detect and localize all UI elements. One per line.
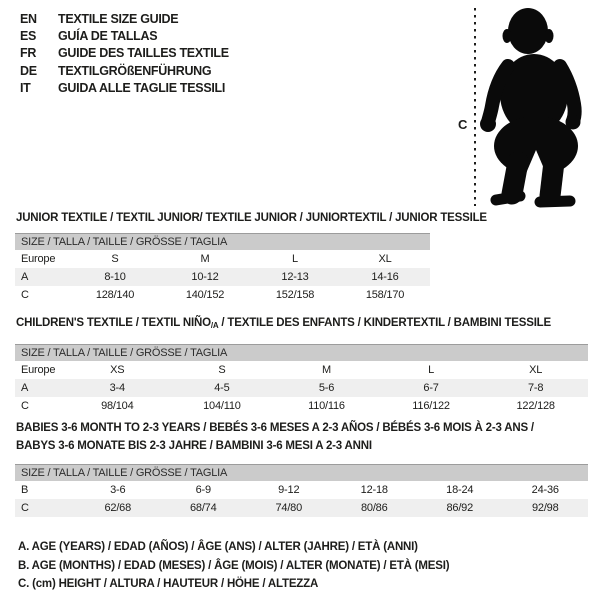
height-cell: 122/128 xyxy=(516,400,555,412)
height-cell: 104/110 xyxy=(203,400,241,412)
legend-line-a: A. AGE (YEARS) / EDAD (AÑOS) / ÂGE (ANS) / ALTER (JAHRE) / ETÀ (ANNI) xyxy=(18,541,418,553)
row-label: Europe xyxy=(21,364,56,376)
row-label: A xyxy=(21,271,29,283)
months-cell: 18-24 xyxy=(446,484,474,496)
height-cell: 92/98 xyxy=(531,502,559,514)
baby-silhouette-diagram xyxy=(448,4,598,210)
size-cell: L xyxy=(292,253,298,265)
size-cell: L xyxy=(428,364,435,376)
legend xyxy=(18,538,449,594)
age-cell: 14-16 xyxy=(371,271,399,283)
age-cell: 8-10 xyxy=(104,271,126,283)
age-cell: 3-4 xyxy=(109,382,125,394)
children-title-subscript: /A xyxy=(210,321,219,330)
legend-line-b: B. AGE (MONTHS) / EDAD (MESES) / ÂGE (MOIS) / ALTER (MONATE) / ETÀ (MESI) xyxy=(18,559,450,572)
table-row-europe xyxy=(15,361,588,379)
size-cell: XS xyxy=(110,364,125,376)
language-code: ES xyxy=(20,28,37,43)
height-cell: 128/140 xyxy=(95,289,135,301)
table-row-height xyxy=(15,499,588,517)
size-cell: M xyxy=(322,364,331,376)
language-title: TEXTILE SIZE GUIDE xyxy=(58,11,179,26)
language-code: EN xyxy=(20,11,37,26)
babies-section-title-line2: BABYS 3-6 MONATE BIS 2-3 JAHRE / BAMBINI 3-6 MESI A 2-3 ANNI xyxy=(16,440,372,452)
children-title-pre: CHILDREN'S TEXTILE / TEXTIL NIÑO xyxy=(16,317,211,329)
junior-section-title: JUNIOR TEXTILE / TEXTIL JUNIOR/ TEXTILE JUNIOR / JUNIORTEXTIL / JUNIOR TESSILE xyxy=(16,212,487,224)
language-title: GUIDE DES TAILLES TEXTILE xyxy=(58,46,229,61)
height-cell: 68/74 xyxy=(189,502,217,514)
table-row-age xyxy=(15,268,430,286)
table-row-europe xyxy=(15,250,430,268)
legend-line-c: C. (cm) HEIGHT / ALTURA / HAUTEUR / HÖHE / ALTEZZA xyxy=(18,578,319,591)
months-cell: 24-36 xyxy=(531,484,559,496)
language-list xyxy=(20,10,229,96)
language-code: IT xyxy=(20,80,31,95)
size-cell: XL xyxy=(529,364,543,376)
height-cell: 80/86 xyxy=(360,502,388,514)
height-cell: 152/158 xyxy=(275,289,315,301)
language-row-fr xyxy=(20,45,229,62)
row-label: C xyxy=(21,289,29,301)
children-size-table xyxy=(15,344,588,415)
row-label: C xyxy=(21,400,29,412)
baby-silhouette xyxy=(480,8,581,202)
row-label: A xyxy=(21,382,29,394)
months-cell: 9-12 xyxy=(278,484,300,496)
size-cell: S xyxy=(111,253,119,265)
age-cell: 6-7 xyxy=(423,382,439,394)
language-code: FR xyxy=(20,46,37,61)
age-cell: 5-6 xyxy=(318,382,335,394)
children-table-header: SIZE / TALLA / TAILLE / GRÖSSE / TAGLIA xyxy=(15,344,588,361)
height-cell: 116/122 xyxy=(412,400,450,412)
language-row-de xyxy=(20,62,229,79)
height-cell: 62/68 xyxy=(104,502,132,514)
height-cell: 140/152 xyxy=(185,289,225,301)
height-cell: 110/116 xyxy=(308,400,345,412)
language-row-it xyxy=(20,79,229,96)
table-row-height xyxy=(15,286,430,304)
age-cell: 4-5 xyxy=(214,382,230,394)
size-cell: M xyxy=(200,253,210,265)
age-cell: 7-8 xyxy=(528,382,544,394)
measure-label-c: C xyxy=(458,117,468,132)
height-cell: 86/92 xyxy=(446,502,474,514)
size-cell: S xyxy=(218,364,226,376)
table-row-age xyxy=(15,379,588,397)
babies-section-title-line1: BABIES 3-6 MONTH TO 2-3 YEARS / BEBÉS 3-6 MESES A 2-3 AÑOS / BÉBÉS 3-6 MOIS À 2-3 ANS / xyxy=(16,422,534,434)
children-section-title xyxy=(16,317,551,330)
language-row-en xyxy=(20,10,229,27)
size-cell: XL xyxy=(378,253,392,265)
months-cell: 12-18 xyxy=(360,484,388,496)
months-cell: 6-9 xyxy=(195,484,211,496)
height-cell: 158/170 xyxy=(365,289,405,301)
age-cell: 12-13 xyxy=(281,271,309,283)
height-cell: 74/80 xyxy=(275,502,303,514)
language-title: TEXTILGRÖßENFÜHRUNG xyxy=(58,63,212,78)
table-row-height xyxy=(15,397,588,415)
months-cell: 3-6 xyxy=(110,484,126,496)
language-title: GUÍA DE TALLAS xyxy=(58,28,158,43)
junior-size-table xyxy=(15,233,430,304)
row-label: B xyxy=(21,484,29,496)
junior-table-header: SIZE / TALLA / TAILLE / GRÖSSE / TAGLIA xyxy=(15,233,430,250)
language-row-es xyxy=(20,27,229,44)
babies-size-table xyxy=(15,464,588,517)
children-title-post: / TEXTILE DES ENFANTS / KINDERTEXTIL / BAMBINI TESSILE xyxy=(218,317,551,329)
language-title: GUIDA ALLE TAGLIE TESSILI xyxy=(58,80,226,95)
row-label: C xyxy=(21,502,29,514)
table-row-months xyxy=(15,481,588,499)
row-label: Europe xyxy=(21,253,56,265)
language-code: DE xyxy=(20,63,37,78)
height-cell: 98/104 xyxy=(101,400,134,412)
age-cell: 10-12 xyxy=(191,271,219,283)
babies-table-header: SIZE / TALLA / TAILLE / GRÖSSE / TAGLIA xyxy=(15,464,588,481)
